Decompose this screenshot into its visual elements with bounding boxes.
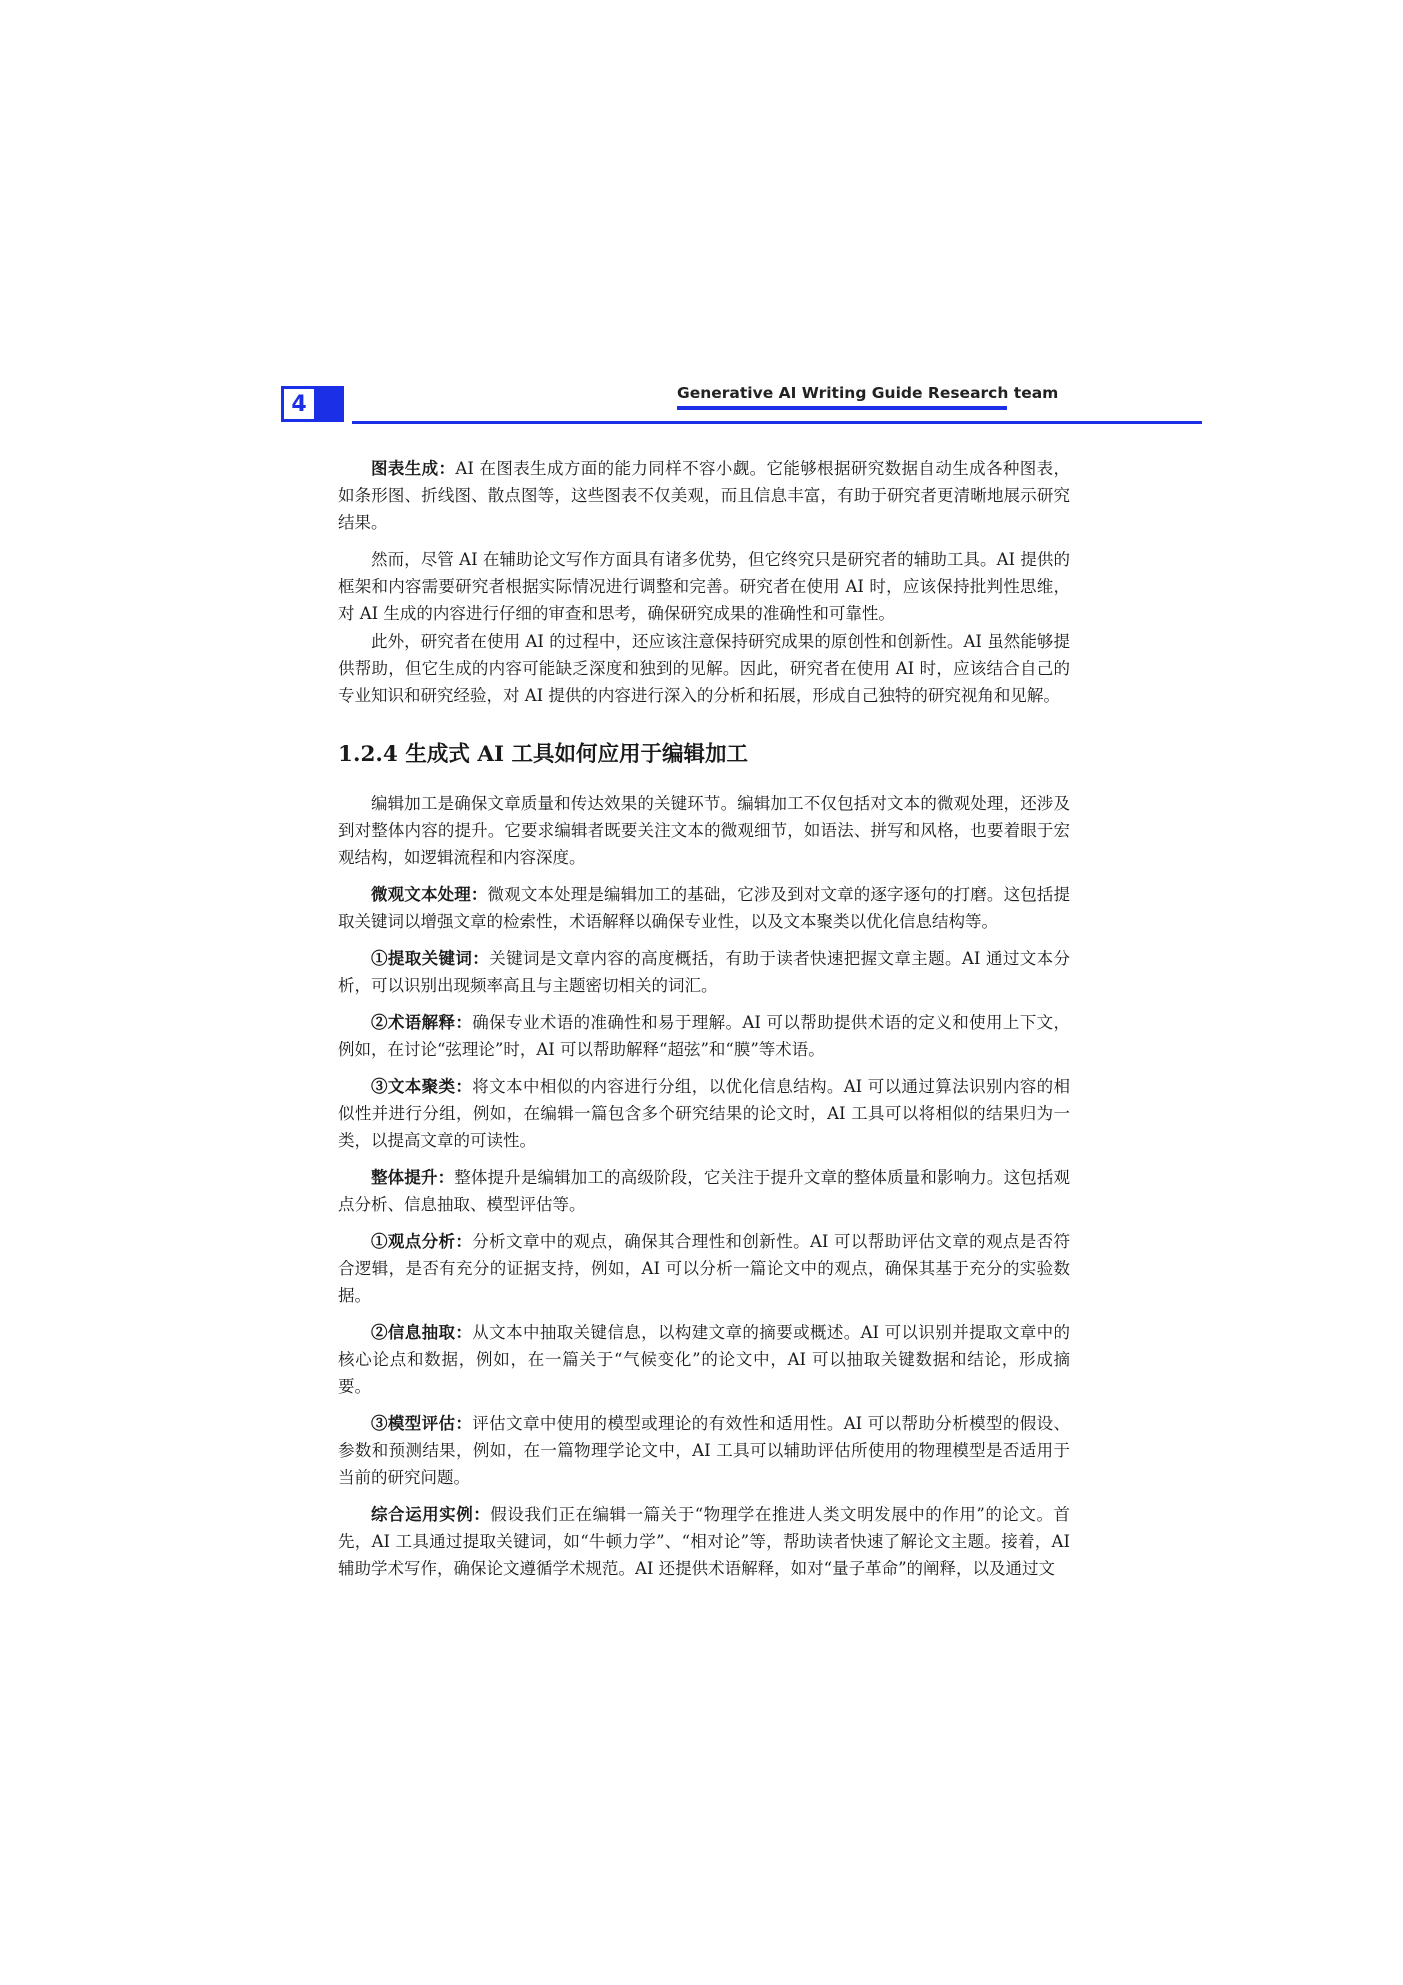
paragraph-text: 然而，尽管 AI 在辅助论文写作方面具有诸多优势，但它终究只是研究者的辅助工具。AI 提供的框架和内容需要研究者根据实际情况进行调整和完善。研究者在使用 AI 时，应该保持批判性思维，对 AI 生成的内容进行仔细的审查和思考，确保研究成果的准确性和可靠性。 [338, 550, 1070, 623]
header-rule-upper [677, 406, 1007, 410]
paragraph-text: 将文本中相似的内容进行分组，以优化信息结构。AI 可以通过算法识别内容的相似性并进行分组，例如，在编辑一篇包含多个研究结果的论文时，AI 工具可以将相似的结果归为一类，以提高文章的可读性。 [338, 1077, 1070, 1150]
section-heading: 1.2.4 生成式 AI 工具如何应用于编辑加工 [338, 742, 749, 767]
paragraph-lead: 图表生成： [371, 459, 456, 478]
paragraph-lead: ③文本聚类： [371, 1077, 473, 1096]
paragraph-editing-intro [338, 790, 1070, 871]
paragraph-model-evaluation [338, 1410, 1070, 1491]
paragraph-text: 从文本中抽取关键信息，以构建文章的摘要或概述。AI 可以识别并提取文章中的核心论点和数据，例如，在一篇关于“气候变化”的论文中，AI 可以抽取关键数据和结论，形成摘要。 [338, 1323, 1070, 1396]
paragraph-text: 微观文本处理是编辑加工的基础，它涉及到对文章的逐字逐句的打磨。这包括提取关键词以增强文章的检索性，术语解释以确保专业性，以及文本聚类以优化信息结构等。 [338, 885, 1071, 931]
paragraph-lead: ②术语解释： [371, 1013, 473, 1032]
paragraph-lead: ②信息抽取： [371, 1323, 473, 1342]
paragraph-information-extraction [338, 1319, 1070, 1400]
paragraph-text: 整体提升是编辑加工的高级阶段，它关注于提升文章的整体质量和影响力。这包括观点分析、信息抽取、模型评估等。 [338, 1168, 1071, 1214]
paragraph-text-clustering [338, 1073, 1070, 1154]
paragraph-viewpoint-analysis [338, 1228, 1070, 1309]
paragraph-text: 确保专业术语的准确性和易于理解。AI 可以帮助提供术语的定义和使用上下文，例如，在讨论“弦理论”时，AI 可以帮助解释“超弦”和“膜”等术语。 [338, 1013, 1070, 1059]
paragraph-extract-keywords [338, 945, 1070, 999]
paragraph-text: 此外，研究者在使用 AI 的过程中，还应该注意保持研究成果的原创性和创新性。AI 虽然能够提供帮助，但它生成的内容可能缺乏深度和独到的见解。因此，研究者在使用 AI 时，应该结合自己的专业知识和研究经验，对 AI 提供的内容进行深入的分析和拓展，形成自己独特的研究视角和见解。 [338, 632, 1070, 705]
paragraph-lead: 微观文本处理： [371, 885, 488, 904]
paragraph-moreover [338, 628, 1070, 709]
page-number: 4 [291, 391, 307, 417]
paragraph-micro-text [338, 881, 1070, 935]
paragraph-lead: ①观点分析： [371, 1232, 473, 1251]
paragraph-lead: ①提取关键词： [371, 949, 490, 968]
paragraph-text: 编辑加工是确保文章质量和传达效果的关键环节。编辑加工不仅包括对文本的微观处理，还涉及到对整体内容的提升。它要求编辑者既要关注文本的微观细节，如语法、拼写和风格，也要着眼于宏观结构，如逻辑流程和内容深度。 [338, 794, 1070, 867]
paragraph-combined-example [338, 1501, 1070, 1582]
paragraph-text: 关键词是文章内容的高度概括，有助于读者快速把握文章主题。AI 通过文本分析，可以识别出现频率高且与主题密切相关的词汇。 [338, 949, 1070, 995]
paragraph-lead: 整体提升： [371, 1168, 455, 1187]
paragraph-however [338, 546, 1070, 627]
paragraph-text: 评估文章中使用的模型或理论的有效性和适用性。AI 可以帮助分析模型的假设、参数和预测结果，例如，在一篇物理学论文中，AI 工具可以辅助评估所使用的物理模型是否适用于当前的研究问题。 [338, 1414, 1070, 1487]
paragraph-lead: ③模型评估： [371, 1414, 473, 1433]
page-body [338, 455, 1070, 1582]
page-number-tab-decoration [317, 386, 344, 422]
running-header-title: Generative AI Writing Guide Research team [677, 384, 1059, 402]
paragraph-text: 假设我们正在编辑一篇关于“物理学在推进人类文明发展中的作用”的论文。首先，AI 工具通过提取关键词，如“牛顿力学”、“相对论”等，帮助读者快速了解论文主题。接着，AI 辅助学术写作，确保论文遵循学术规范。AI 还提供术语解释，如对“量子革命”的阐释，以及通过文 [338, 1505, 1070, 1578]
paragraph-chart-generation [338, 455, 1070, 536]
paragraph-overall-improvement [338, 1164, 1070, 1218]
paragraph-term-explanation [338, 1009, 1070, 1063]
header-rule-lower [352, 421, 1202, 424]
paragraph-lead: 综合运用实例： [371, 1505, 491, 1524]
page-number-box [281, 386, 317, 422]
paragraph-text: 分析文章中的观点，确保其合理性和创新性。AI 可以帮助评估文章的观点是否符合逻辑，是否有充分的证据支持，例如，AI 可以分析一篇论文中的观点，确保其基于充分的实验数据。 [338, 1232, 1070, 1305]
paragraph-text: AI 在图表生成方面的能力同样不容小觑。它能够根据研究数据自动生成各种图表，如条形图、折线图、散点图等，这些图表不仅美观，而且信息丰富，有助于研究者更清晰地展示研究结果。 [338, 459, 1070, 532]
